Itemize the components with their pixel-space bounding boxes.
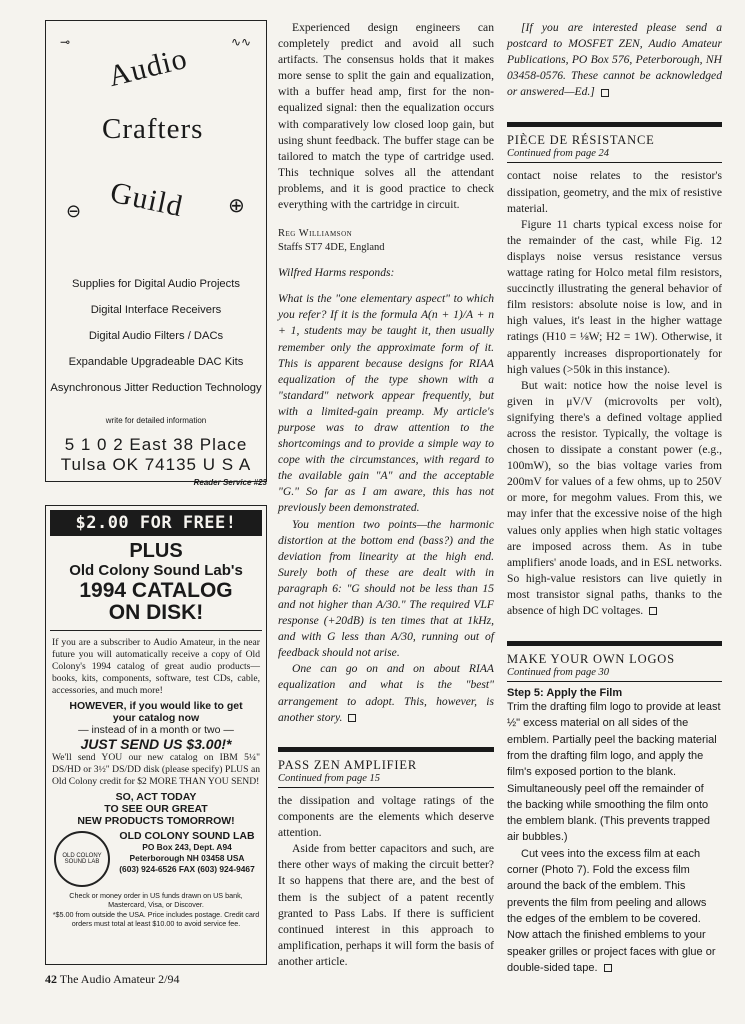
responds-label: Wilfred Harms responds: — [278, 266, 395, 280]
ad-product-lines — [46, 271, 266, 475]
article-paragraph: Figure 11 charts typical excess noise for the remainder of the cast, while Fig. 12 displays noise versus resistance versus wattage rating for Holco metal film resistors, succinctly illustrating the general behavior of film resistors: absolute noise is low, and in high values, it's least in the higher wattage ratings (H10 = ⅛W; H2 = 1W). Otherwise, it apparently increases disproportionately for high values (>50k in this instance). — [507, 217, 722, 376]
ad-line: Expandable Upgradeable DAC Kits — [68, 356, 244, 368]
ad-just-send: JUST SEND US $3.00!* — [80, 736, 232, 752]
old-colony-ad — [45, 505, 267, 965]
article-paragraph: the dissipation and voltage ratings of the components are the elements which deserve attention. — [278, 794, 494, 840]
make-your-own-logos-section — [507, 641, 722, 976]
tube-icon: ⊕ — [228, 195, 245, 217]
section-title: PASS ZEN AMPLIFIER — [278, 758, 417, 772]
reader-service-label: Reader Service #23 — [193, 478, 267, 487]
page-number: 42 — [45, 972, 57, 986]
ad-act-1: SO, ACT TODAY — [115, 791, 197, 803]
ad-plus: PLUS — [129, 540, 183, 562]
magazine-name: The Audio Amateur — [59, 972, 156, 986]
end-mark-icon — [348, 714, 356, 722]
column-2 — [278, 20, 494, 968]
ad-line: Asynchronous Jitter Reduction Technology — [50, 382, 262, 394]
end-mark-icon — [649, 607, 657, 615]
pass-zen-section — [278, 747, 494, 970]
ad-lab-addr-2: Peterborough NH 03458 USA — [129, 853, 245, 863]
ad-write-for: write for detailed information — [105, 416, 207, 425]
article-paragraph: Cut vees into the excess film at each corner (Photo 7). Fold the excess film around the back of the emblem. This prevents the film from peeling and allows the edges of the emblem to be covered. Now attach the finished emblems to your speaker grilles or project faces with glue or double-sided tape. — [507, 847, 716, 974]
article-paragraph: Experienced design engineers can completely predict and avoid all such artifacts. The consensus holds that it makes more sense to split the gain and equalization, with a buffer head amp, first for the non-equalized signal: then the equalization occurs with comparatively low closed loop gain, but using shunt feedback. The buffer stage can be tailored to match the type of cartridge used. This technique solves all the attendant problems, and it is good practice to check everything with the cartridge in circuit. — [278, 21, 494, 212]
section-title: MAKE YOUR OWN LOGOS — [507, 652, 675, 667]
step-heading: Step 5: Apply the Film — [507, 687, 623, 700]
ad-lab-addr-1: PO Box 243, Dept. A94 — [142, 842, 232, 852]
response-paragraph: You mention two points—the harmonic distortion at the bottom end (bass?) and the deviation from linearity at the high end. Surely both of these are dealt with in paragraph 6: "G should not be less than 15 and not higher than A/30." The required VLF response (+20dB) is ten times that at 1kHz, and with G less than A/30, running out of feedback should not arise. — [278, 517, 494, 660]
audio-crafters-guild-ad — [45, 20, 267, 482]
ad-however-1: HOWEVER, if you would like to get — [69, 700, 243, 712]
resistor-icon: ∿∿ — [231, 35, 252, 49]
author-name: Reg Williamson — [278, 228, 353, 240]
piece-de-resistance-section — [507, 122, 722, 619]
article-paragraph: contact noise relates to the resistor's dissipation, geometry, and the mix of resistive material. — [507, 169, 722, 215]
article-paragraph: Aside from better capacitors and such, are there other ways of making the circuit better? It so happens that there are, and the best of them is the subject of a patent recently granted to Pass Labs. If there is sufficient continued interest in this approach to amplification, perhaps it will form the basis of another article. — [278, 842, 494, 968]
ad-fine-1: Check or money order in US funds drawn on US bank, Mastercard, Visa, or Discover. — [69, 891, 243, 909]
ad-catalog-2: ON DISK! — [108, 601, 204, 624]
response-paragraph: One can go on and on about RIAA equalization and what is the "best" arrangement to adopt. This, however, is another story. — [278, 662, 494, 724]
ad-catalog-1: 1994 CATALOG — [79, 579, 233, 602]
ad-fine-2: *$5.00 from outside the USA. Price includes postage. Credit card orders must total at least $10.00 to avoid service fee. — [52, 910, 260, 928]
ad-line: Digital Audio Filters / DACs — [88, 330, 224, 342]
ad-para-1: If you are a subscriber to Audio Amateur, in the near future you will automatically receive a copy of Old Colony's 1994 catalog of great audio products—books, kits, components, software, test CDs, cable, accessories, and much more! — [52, 637, 260, 696]
section-rule — [507, 641, 722, 646]
ad-ocs: Old Colony Sound Lab's — [69, 562, 243, 579]
ad-lab-name: OLD COLONY SOUND LAB — [119, 830, 255, 842]
ad-act-2: TO SEE OUR GREAT — [104, 803, 208, 815]
issue-label: 2/94 — [158, 972, 180, 986]
ad-banner: $2.00 FOR FREE! — [50, 510, 262, 536]
ad-line: Supplies for Digital Audio Projects — [72, 278, 240, 290]
response-paragraph: What is the "one elementary aspect" to which you refer? If it is the formula A(n + 1)/A + n + 1, students may be taught it, then usually remember only the approximate form of it. This is apparent because designs for RIAA equalization of the type shown with a "standard" network appear frequently, but with a limited-gain preamp. My article's purpose was to draw attention to the shortcomings and to provide a simple way to cope with the circumstances, with regard to the available gain "A" and the acceptable "G." So far as I am aware, this has not previously been demonstrated. — [278, 292, 494, 515]
plug-icon: ⊸ — [60, 35, 71, 49]
section-rule — [278, 747, 494, 752]
letter-signature — [278, 227, 494, 255]
ad-address-1: 5 1 0 2 East 38 Place — [64, 435, 248, 454]
ad-lab-phone: (603) 924-6526 FAX (603) 924-9467 — [119, 864, 255, 874]
capacitor-icon: ⊖ — [66, 201, 82, 221]
section-title: PIÈCE DE RÉSISTANCE — [507, 133, 655, 148]
old-colony-seal-icon: OLD COLONY SOUND LAB — [54, 831, 110, 887]
ad-word-crafters: Crafters — [102, 113, 204, 145]
ad-word-guild: Guild — [107, 175, 187, 224]
ad-act-3: NEW PRODUCTS TOMORROW! — [77, 815, 235, 827]
ad-line: Digital Interface Receivers — [90, 304, 222, 316]
divider — [50, 630, 262, 631]
section-rule — [507, 122, 722, 127]
article-paragraph: But wait: notice how the noise level is given in μV/V (microvolts per volt), signifying there's a defined voltage applied across the resistor. Typically, the voltage is chosen to dissipate a constant power (e.g., 100mW), so the bias voltage varies from 200mV for values of a few ohms, up to 250V or more, for megohm values. From this, we may infer that the excessive noise of the high values only applies when high static voltages are imposed across them. As in tube amplifiers' anode loads, and in ESL networks. So high-value resistors can live quietly in most transistor signal paths, thanks to the absence of high DC voltages. — [507, 378, 722, 617]
ad-address-2: Tulsa OK 74135 U S A — [60, 455, 252, 474]
continued-from: Continued from page 30 — [507, 667, 722, 682]
ad-para-2: We'll send YOU our new catalog on IBM 5¼" DS/HD or 3½" DS/DD disk (please specify) PLUS an Old Colony credit for $2 MORE THAN YOU SEND! — [52, 752, 260, 787]
column-3 — [507, 20, 722, 976]
end-mark-icon — [604, 964, 612, 972]
ad-word-audio: Audio — [105, 41, 191, 94]
end-mark-icon — [601, 89, 609, 97]
ad-however-2: your catalog now — [112, 712, 200, 724]
continued-from: Continued from page 15 — [278, 773, 494, 788]
continued-from: Continued from page 24 — [507, 148, 722, 163]
author-place: Staffs ST7 4DE, England — [278, 242, 385, 254]
ad-instead: — instead of in a month or two — — [78, 724, 234, 736]
page-footer — [45, 972, 179, 987]
ad-lab-block — [46, 831, 266, 887]
article-paragraph: Trim the drafting film logo to provide at least ½" excess material on all sides of the emblem. Partially peel the backing material from the drafting film logo, and apply the film's exposed portion to the blank. Simultaneously peel off the remainder of the backing while smoothing the film onto the emblem blank. (This prevents trapped air bubbles.) — [507, 701, 721, 844]
editor-note: [If you are interested please send a postcard to MOSFET ZEN, Audio Amateur Publications, PO Box 576, Peterborough, NH 03458-0576. These cannot be acknowledged or answered—Ed.] — [507, 21, 722, 99]
